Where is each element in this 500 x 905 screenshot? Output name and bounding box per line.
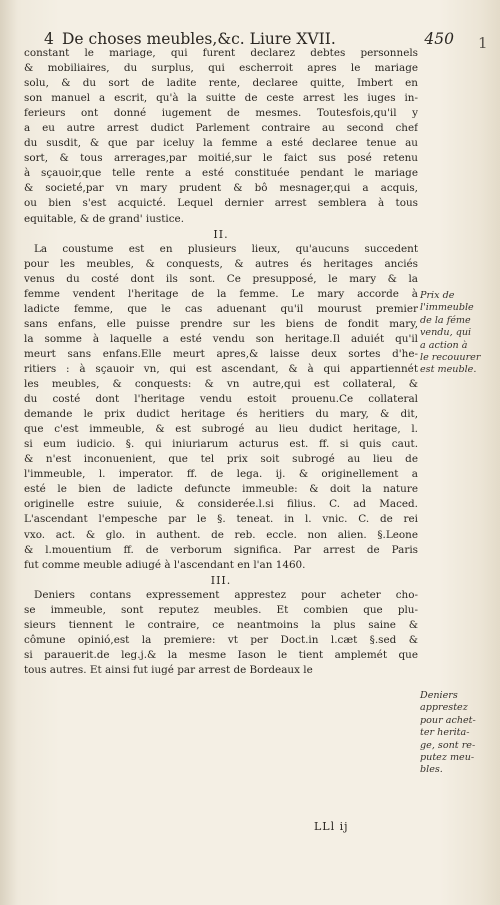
text-line: & n'est inconuenient, que tel prix soit subrogé au lieu de [24, 453, 418, 466]
margin-note-line: a action à [420, 339, 468, 351]
paragraph-3 [24, 588, 418, 678]
text-line: sort, & tous arrerages,par moitié,sur le faict sus posé retenu [24, 152, 418, 165]
text-line: du costé dont l'heritage vendu estoit prouenu.Ce collateral [24, 393, 418, 406]
margin-note-line: ter herita- [420, 727, 470, 739]
text-line: sieurs tiennent le contraire, ce neantmoins la plus saine & [24, 618, 418, 631]
margin-note-line: putez meu- [420, 752, 475, 764]
text-line: constant le mariage, qui furent declarez debtes personnels [24, 47, 418, 59]
text-line: tous autres. Et ainsi fut iugé par arrest de Bordeaux le [24, 663, 313, 676]
text-line: sans enfans, elle puisse prendre sur les biens de fondit mary, [24, 317, 418, 330]
margin-note-line: l'immeuble [420, 302, 474, 314]
text-line: son manuel a escrit, qu'à la suitte de ceste arrest les iuges in- [24, 92, 418, 105]
margin-note-line: est meuble. [420, 364, 477, 376]
text-line: se immeuble, sont reputez meubles. Et combien que plu- [24, 603, 418, 616]
text-line: & societé,par vn mary prudent & bô mesnager,qui a acquis, [24, 182, 418, 195]
text-line: si parauerit.de leg.j.& la mesme Iason le tient amplemét que [24, 648, 418, 661]
text-line: femme vendent l'heritage de la femme. Le mary accorde à [24, 287, 418, 300]
margin-note-line: de la féme [420, 314, 471, 326]
edge-mark: 1 [478, 34, 488, 52]
text-line: l'immeuble, l. imperator. ff. de lega. ij. & originellement a [24, 468, 418, 481]
text-line: si eum iudicio. §. qui iniuriarum acturus est. ff. si quis caut. [24, 438, 418, 451]
running-title: De choses meubles,&c. Liure XVII. [62, 30, 336, 48]
paragraph-2 [24, 242, 418, 573]
text-line: meurt sans enfans.Elle meurt apres,& laisse deux sortes d'he- [24, 347, 418, 360]
text-line: solu, & du sort de ladite rente, declaree quitte, Imbert en [24, 77, 418, 90]
paragraph-1 [24, 46, 418, 227]
text-line: a eu autre arrest dudict Parlement contraire au second chef [24, 122, 418, 135]
text-line: la somme à laquelle a esté vendu son heritage.Il aduiét qu'il [24, 332, 418, 345]
text-line: demande le prix dudict heritage és heritiers du mary, & dit, [24, 408, 418, 421]
section-heading-3: III. [210, 573, 232, 587]
margin-note-2 [420, 690, 496, 777]
margin-note-line: vendu, qui [420, 327, 472, 339]
section-heading-2: II. [213, 227, 229, 241]
text-line: ou bien s'est acquicté. Lequel dernier arrest semblera à tous [24, 197, 418, 210]
text-line: cômune opinió,est la premiere: vt per Doct.in l.cæt §.sed & [24, 633, 418, 646]
text-line: equitable, & de grand' iustice. [24, 212, 185, 225]
text-line: ritiers : à sçauoir vn, qui est ascendant, & à qui appartiennét [24, 362, 418, 375]
text-line: ladicte femme, que le cas aduenant qu'il mourust premier [24, 302, 418, 315]
margin-note-line: apprestez [420, 702, 468, 714]
text-line: à sçauoir,que telle rente a esté constituée pendant le mariage [24, 167, 418, 180]
text-line: La coustume est en plusieurs lieux, qu'aucuns succedent [34, 242, 418, 255]
text-line: vxo. act. & glo. in authent. de reb. eccle. non alien. §.Leone [24, 528, 418, 541]
margin-note-line: bles. [420, 764, 443, 776]
text-line: & mobiliaires, du surplus, qui escherroit apres le mariage [24, 62, 418, 75]
margin-note-line: ge, sont re- [420, 739, 476, 751]
folio-number: 450 [424, 30, 454, 48]
text-line: Deniers contans expressement apprestez pour acheter cho- [34, 588, 418, 601]
signature-mark: LLl ij [314, 820, 349, 833]
text-line: venus du costé dont ils sont. Ce presupposé, le mary & la [24, 272, 418, 285]
text-line: ferieurs ont donné iugement de mesmes. Toutesfois,qu'il y [24, 107, 418, 120]
margin-note-line: le recouurer [420, 352, 481, 364]
margin-note-1 [420, 290, 496, 377]
page-number: 4 [44, 30, 54, 48]
text-line: que c'est immeuble, & est subrogé au lieu dudict heritage, l. [24, 423, 418, 436]
text-line: du susdit, & que par iceluy la femme a esté declaree tenue au [24, 137, 418, 150]
margin-note-line: pour achet- [420, 714, 476, 726]
text-line: les meubles, & conquests: & vn autre,qui est collateral, & [24, 378, 418, 391]
margin-note-line: Deniers [420, 690, 458, 701]
text-line: originelle estre suiuie, & considerée.l.si filius. C. ad Maced. [24, 498, 418, 511]
margin-note-line: Prix de [420, 290, 455, 301]
text-line: pour les meubles, & conquests, & autres és heritages anciés [24, 257, 418, 270]
text-line: & l.mouentium ff. de verborum significa. Par arrest de Paris [24, 543, 418, 556]
main-text [24, 46, 418, 678]
text-line: fut comme meuble adiugé à l'ascendant en l'an 1460. [24, 558, 306, 571]
text-line: L'ascendant l'empesche par le §. teneat. in l. vnic. C. de rei [24, 513, 418, 526]
text-line: esté le bien de ladicte defuncte immeuble: & doit la nature [24, 483, 418, 496]
